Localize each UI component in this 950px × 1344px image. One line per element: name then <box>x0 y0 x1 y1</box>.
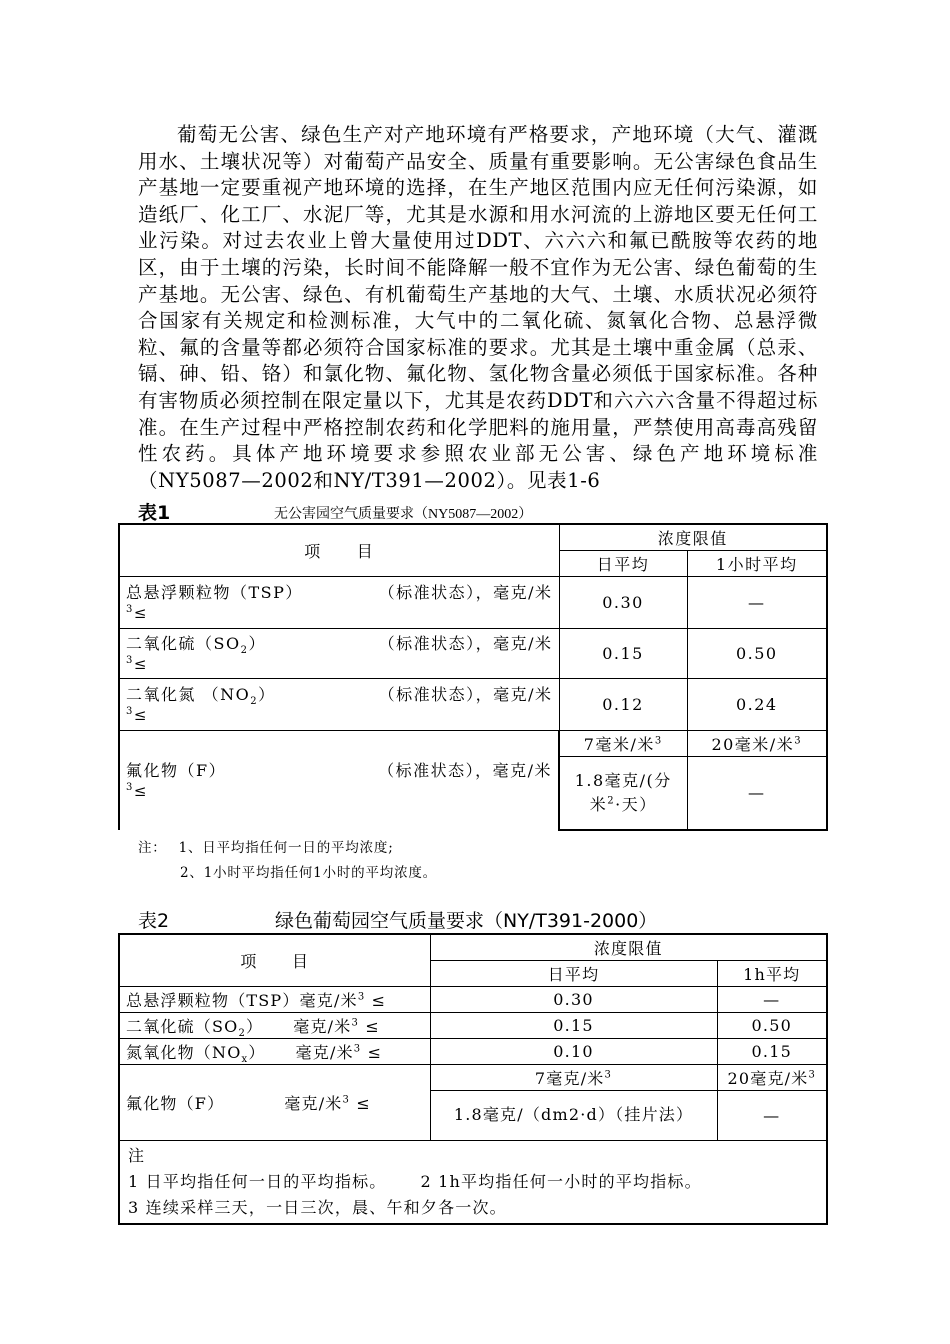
table2-caption <box>138 906 658 933</box>
table1-row-no2-daily: 0.12 <box>559 678 687 730</box>
table2-row-nox-name: 氮氧化物$(NO_x)$ 毫克/米$^3$ ≤ <box>119 1038 430 1064</box>
table1-row-no2-hourly: 0.24 <box>687 678 827 730</box>
table2-note-title: 注 <box>128 1145 146 1165</box>
table1-caption <box>138 498 533 525</box>
table2-row-so2-hourly: 0.50 <box>717 1012 827 1038</box>
table2-notes <box>119 1140 827 1224</box>
table-row <box>119 576 827 628</box>
table-row <box>119 1064 827 1090</box>
table1-header-hourly: 1小时平均 <box>687 550 827 576</box>
table2-label: 表2 <box>138 910 170 932</box>
table-row <box>119 986 827 1012</box>
table1-note-line1: 注： 1、日平均指任何一日的平均浓度; <box>138 840 394 856</box>
table1-header-daily: 日平均 <box>559 550 687 576</box>
table2-row-nox-hourly: 0.15 <box>717 1038 827 1064</box>
table1 <box>118 523 828 831</box>
table2-header-hourly: 1h平均 <box>717 960 827 986</box>
table1-header-limit: 浓度限值 <box>559 524 827 550</box>
table2-row-fluoride-daily-2: 1.8毫克/（dm2·d）（挂片法） <box>430 1090 717 1140</box>
table1-row-tsp-daily: 0.30 <box>559 576 687 628</box>
table2-row-fluoride-name: 氟化物（F） 毫克/米$^3$ ≤ <box>119 1064 430 1140</box>
table2-row-nox-daily: 0.10 <box>430 1038 717 1064</box>
table1-row-fluoride-daily-1: 7毫米/米$^3$ <box>559 730 687 756</box>
table2-header-item: 项 目 <box>119 934 430 986</box>
table1-row-fluoride-daily-2: 1.8毫克/(分米$^2$·天） <box>559 756 687 830</box>
table2-row-so2-daily: 0.15 <box>430 1012 717 1038</box>
table1-row-fluoride-name: 氟化物（F） （标准状态），毫克/米 $^3$≤ <box>119 730 559 830</box>
table2-header-daily: 日平均 <box>430 960 717 986</box>
table2-row-tsp-hourly: — <box>717 986 827 1012</box>
table-row <box>119 628 827 678</box>
table-row <box>119 1038 827 1064</box>
table2-row-fluoride-hourly-1: 20毫克/米$^3$ <box>717 1064 827 1090</box>
table2-note-line1: 1 日平均指任何一日的平均指标。 2 1h平均指任何一小时的平均指标。 <box>128 1171 702 1191</box>
table1-row-tsp-hourly: — <box>687 576 827 628</box>
table-row <box>119 730 827 756</box>
table2-row-tsp-daily: 0.30 <box>430 986 717 1012</box>
table2 <box>118 933 828 1225</box>
table-row <box>119 1012 827 1038</box>
table1-row-so2-hourly: 0.50 <box>687 628 827 678</box>
table2-title: 绿色葡萄园空气质量要求（NY/T391-2000） <box>275 910 658 932</box>
table1-row-fluoride-hourly-2: — <box>687 756 827 830</box>
table1-row-tsp-name: 总悬浮颗粒物（TSP） （标准状态），毫克/米 $^3$≤ <box>119 576 559 628</box>
table1-row-so2-daily: 0.15 <box>559 628 687 678</box>
table1-note-line2: 2、1小时平均指任何1小时的平均浓度。 <box>180 865 437 881</box>
table1-label: 表1 <box>138 502 171 524</box>
table2-header-limit: 浓度限值 <box>430 934 827 960</box>
table2-row-fluoride-hourly-2: — <box>717 1090 827 1140</box>
table-row <box>119 678 827 730</box>
table1-row-fluoride-hourly-1: 20毫米/米$^3$ <box>687 730 827 756</box>
table1-title: 无公害园空气质量要求（NY5087—2002） <box>274 507 533 522</box>
table1-row-no2-name: 二氧化氮 $(NO_2)$ （标准状态），毫克/米 $^3$≤ <box>119 678 559 730</box>
table2-note-line2: 3 连续采样三天，一日三次，晨、午和夕各一次。 <box>128 1197 507 1217</box>
table1-row-so2-name: 二氧化硫$(SO_2)$ （标准状态），毫克/米 $^3$≤ <box>119 628 559 678</box>
table2-notes-row <box>119 1140 827 1224</box>
table1-header-item: 项 目 <box>119 524 559 576</box>
table2-row-so2-name: 二氧化硫$(SO_2)$ 毫克/米$^3$ ≤ <box>119 1012 430 1038</box>
table2-row-fluoride-daily-1: 7毫克/米$^3$ <box>430 1064 717 1090</box>
table2-row-tsp-name: 总悬浮颗粒物（TSP）毫克/米$^3$ ≤ <box>119 986 430 1012</box>
body-paragraph: 葡萄无公害、绿色生产对产地环境有严格要求，产地环境（大气、灌溉用水、土壤状况等）对葡萄产品安全、质量有重要影响。无公害绿色食品生产基地一定要重视产地环境的选择，在生产地区范围内应无任何污染源，如造纸厂、化工厂、水泥厂等，尤其是水源和用水河流的上游地区要无任何工业污染。对过去农业上曾大量使用过DDT、六六六和氟已酰胺等农药的地区，由于土壤的污染，长时间不能降解一般不宜作为无公害、绿色葡萄的生产基地。无公害、绿色、有机葡萄生产基地的大气、土壤、水质状况必须符合国家有关规定和检测标准，大气中的二氧化硫、氮氧化合物、总悬浮微粒、氟的含量等都必须符合国家标准的要求。尤其是土壤中重金属（总汞、镉、砷、铅、铬）和氯化物、氟化物、氢化物含量必须低于国家标准。各种有害物质必须控制在限定量以下，尤其是农药DDT和六六六含量不得超过标准。在生产过程中严格控制农药和化学肥料的施用量，严禁使用高毒高残留性农药。具体产地环境要求参照农业部无公害、绿色产地环境标准（NY5087—2002和NY/T391—2002）。见表1-6 <box>138 123 818 492</box>
